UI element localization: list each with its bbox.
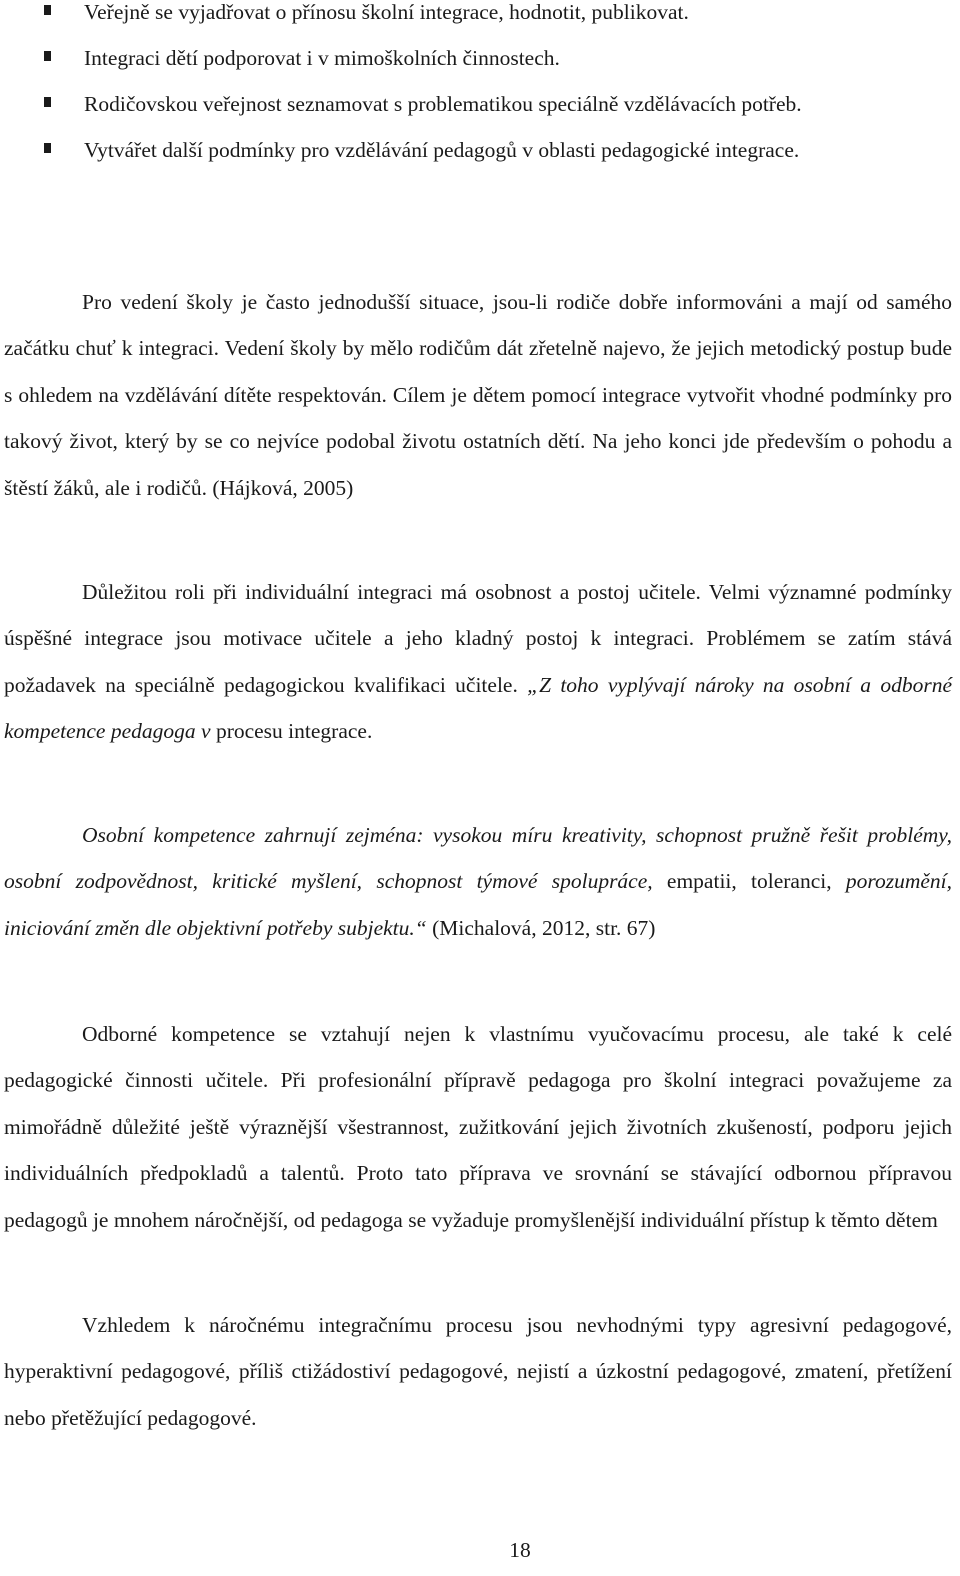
paragraph-school-leadership: Pro vedení školy je často jednodušší situace, jsou-li rodiče dobře informováni a mají od samého začátku chuť k integraci. Vedení školy by mělo rodičům dát zřetelně najevo, že jejich metodický postup bude s ohledem na vzdělávání dítěte respektován. Cílem je dětem pomocí integrace vytvořit vhodné podmínky pro takový život, který by se co nejvíce podobal životu ostatních dětí. Na jeho konci jde především o pohodu a štěstí žáků, ale i rodičů. (Hájková, 2005)	[4, 290, 952, 500]
paragraph-professional-competences: Odborné kompetence se vztahují nejen k vlastnímu vyučovacímu procesu, ale také k celé pedagogické činnosti učitele. Při profesionální přípravě pedagoga pro školní integraci považujeme za mimořádně důležité ještě výraznější všestrannost, zužitkování jejich životních zkušeností, podporu jejich individuálních předpokladů a talentů. Proto tato příprava ve srovnání se stávající odbornou přípravou pedagogů je mnohem náročnější, od pedagoga se vyžaduje promyšlenější individuální přístup k těmto dětem	[4, 1022, 952, 1232]
bullet-item: Vytvářet další podmínky pro vzdělávání pedagogů v oblasti pedagogické integrace.	[0, 127, 956, 173]
square-bullet-icon	[44, 51, 51, 61]
paragraph-unsuitable-types: Vzhledem k náročnému integračnímu procesu jsou nevhodnými typy agresivní pedagogové, hyperaktivní pedagogové, příliš ctižádostiví pedagogové, nejistí a úzkostní pedagogové, zmatení, přetížení nebo přetěžující pedagogové.	[4, 1313, 952, 1430]
paragraph-personal-competences: Osobní kompetence zahrnují zejména: vysokou míru kreativity, schopnost pružně řešit problémy, osobní zodpovědnost, kritické myšlení, schopnost týmové spolupráce, empatii, toleranci, porozumění, iniciování změn dle objektivní potřeby subjektu.“ (Michalová, 2012, str. 67)	[4, 823, 952, 940]
square-bullet-icon	[44, 143, 51, 153]
bullet-item: Integraci dětí podporovat i v mimoškolních činnostech.	[0, 35, 956, 81]
bullet-item: Veřejně se vyjadřovat o přínosu školní integrace, hodnotit, publikovat.	[0, 0, 956, 35]
bullet-item: Rodičovskou veřejnost seznamovat s problematikou speciálně vzdělávacích potřeb.	[0, 81, 956, 127]
page-number: 18	[509, 1538, 531, 1562]
paragraph-teacher-role: Důležitou roli při individuální integraci má osobnost a postoj učitele. Velmi významné podmínky úspěšné integrace jsou motivace učitele a jeho kladný postoj k integraci. Problémem se zatím stává požadavek na speciálně pedagogickou kvalifikaci učitele. „Z toho vyplývají nároky na osobní a odborné kompetence pedagoga v procesu integrace.	[4, 580, 953, 744]
bullet-list	[0, 0, 956, 173]
square-bullet-icon	[44, 5, 51, 15]
square-bullet-icon	[44, 97, 51, 107]
